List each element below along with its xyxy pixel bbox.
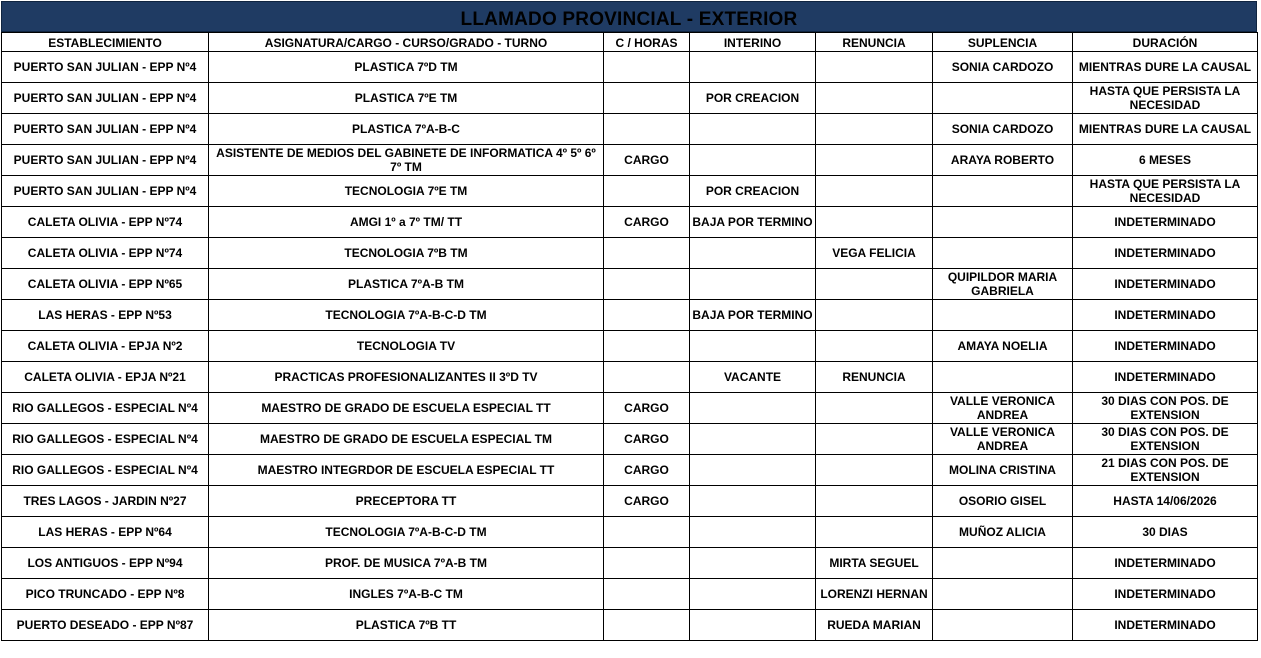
cell-establecimiento: PUERTO SAN JULIAN - EPP Nº4 xyxy=(2,176,209,207)
call-sheet xyxy=(1,1,1257,641)
cell-asignatura: PLASTICA 7ºD TM xyxy=(209,52,604,83)
cell-duracion: INDETERMINADO xyxy=(1073,207,1258,238)
cell-renuncia xyxy=(816,176,933,207)
table-row xyxy=(2,517,1258,548)
cell-establecimiento: CALETA OLIVIA - EPP Nº74 xyxy=(2,207,209,238)
table-row xyxy=(2,114,1258,145)
cell-horas: CARGO xyxy=(604,486,690,517)
table-row xyxy=(2,145,1258,176)
cell-suplencia xyxy=(933,300,1073,331)
cell-duracion: INDETERMINADO xyxy=(1073,269,1258,300)
sheet-title: LLAMADO PROVINCIAL - EXTERIOR xyxy=(1,1,1257,32)
cell-asignatura: TECNOLOGIA 7ºE TM xyxy=(209,176,604,207)
cell-duracion: INDETERMINADO xyxy=(1073,610,1258,641)
cell-suplencia: MUÑOZ ALICIA xyxy=(933,517,1073,548)
table-body xyxy=(2,52,1258,641)
cell-renuncia xyxy=(816,455,933,486)
header-row xyxy=(2,33,1258,52)
cell-interino: POR CREACION xyxy=(690,176,816,207)
cell-horas xyxy=(604,517,690,548)
cell-interino xyxy=(690,238,816,269)
cell-horas xyxy=(604,548,690,579)
cell-interino xyxy=(690,579,816,610)
cell-renuncia: LORENZI HERNAN xyxy=(816,579,933,610)
cell-establecimiento: PUERTO SAN JULIAN - EPP Nº4 xyxy=(2,114,209,145)
cell-duracion: 30 DIAS CON POS. DE EXTENSION xyxy=(1073,393,1258,424)
cell-asignatura: PLASTICA 7ºE TM xyxy=(209,83,604,114)
cell-renuncia xyxy=(816,52,933,83)
cell-interino: VACANTE xyxy=(690,362,816,393)
cell-asignatura: ASISTENTE DE MEDIOS DEL GABINETE DE INFORMATICA 4º 5º 6º 7º TM xyxy=(209,145,604,176)
cell-suplencia xyxy=(933,83,1073,114)
cell-renuncia xyxy=(816,393,933,424)
cell-duracion: INDETERMINADO xyxy=(1073,579,1258,610)
cell-duracion: 6 MESES xyxy=(1073,145,1258,176)
table-row xyxy=(2,331,1258,362)
cell-horas xyxy=(604,238,690,269)
cell-asignatura: MAESTRO DE GRADO DE ESCUELA ESPECIAL TM xyxy=(209,424,604,455)
table-row xyxy=(2,455,1258,486)
header-establecimiento: ESTABLECIMIENTO xyxy=(2,33,209,52)
cell-suplencia: VALLE VERONICA ANDREA xyxy=(933,424,1073,455)
cell-duracion: INDETERMINADO xyxy=(1073,238,1258,269)
cell-interino xyxy=(690,548,816,579)
header-duracion: DURACIÓN xyxy=(1073,33,1258,52)
cell-establecimiento: CALETA OLIVIA - EPJA Nº2 xyxy=(2,331,209,362)
cell-renuncia xyxy=(816,424,933,455)
cell-duracion: HASTA QUE PERSISTA LA NECESIDAD xyxy=(1073,83,1258,114)
cell-establecimiento: LAS HERAS - EPP Nº64 xyxy=(2,517,209,548)
cell-asignatura: PLASTICA 7ºB TT xyxy=(209,610,604,641)
cell-horas xyxy=(604,83,690,114)
cell-asignatura: TECNOLOGIA 7ºA-B-C-D TM xyxy=(209,300,604,331)
header-horas: C / HORAS xyxy=(604,33,690,52)
cell-interino xyxy=(690,610,816,641)
cell-interino xyxy=(690,114,816,145)
cell-horas: CARGO xyxy=(604,393,690,424)
cell-suplencia: VALLE VERONICA ANDREA xyxy=(933,393,1073,424)
cell-renuncia: VEGA FELICIA xyxy=(816,238,933,269)
cell-renuncia xyxy=(816,207,933,238)
cell-renuncia xyxy=(816,114,933,145)
cell-suplencia xyxy=(933,176,1073,207)
table-row xyxy=(2,52,1258,83)
cell-suplencia: QUIPILDOR MARIA GABRIELA xyxy=(933,269,1073,300)
cell-asignatura: TECNOLOGIA 7ºA-B-C-D TM xyxy=(209,517,604,548)
table-row xyxy=(2,424,1258,455)
table-row xyxy=(2,362,1258,393)
header-asignatura: ASIGNATURA/CARGO - CURSO/GRADO - TURNO xyxy=(209,33,604,52)
cell-interino: POR CREACION xyxy=(690,83,816,114)
cell-duracion: 30 DIAS CON POS. DE EXTENSION xyxy=(1073,424,1258,455)
cell-duracion: MIENTRAS DURE LA CAUSAL xyxy=(1073,52,1258,83)
cell-interino xyxy=(690,52,816,83)
cell-suplencia: MOLINA CRISTINA xyxy=(933,455,1073,486)
cell-establecimiento: TRES LAGOS - JARDIN Nº27 xyxy=(2,486,209,517)
cell-establecimiento: LOS ANTIGUOS - EPP Nº94 xyxy=(2,548,209,579)
cell-suplencia: OSORIO GISEL xyxy=(933,486,1073,517)
cell-horas xyxy=(604,300,690,331)
cell-horas: CARGO xyxy=(604,455,690,486)
cell-establecimiento: CALETA OLIVIA - EPP Nº65 xyxy=(2,269,209,300)
cell-interino xyxy=(690,393,816,424)
table-row xyxy=(2,610,1258,641)
cell-duracion: INDETERMINADO xyxy=(1073,362,1258,393)
cell-suplencia: SONIA CARDOZO xyxy=(933,52,1073,83)
cell-horas xyxy=(604,269,690,300)
cell-suplencia xyxy=(933,548,1073,579)
cell-horas xyxy=(604,362,690,393)
cell-suplencia: SONIA CARDOZO xyxy=(933,114,1073,145)
positions-table xyxy=(1,32,1258,641)
table-row xyxy=(2,548,1258,579)
cell-asignatura: AMGI 1º a 7º TM/ TT xyxy=(209,207,604,238)
cell-asignatura: PRACTICAS PROFESIONALIZANTES II 3ºD TV xyxy=(209,362,604,393)
cell-suplencia xyxy=(933,207,1073,238)
cell-duracion: 30 DIAS xyxy=(1073,517,1258,548)
cell-horas: CARGO xyxy=(604,207,690,238)
cell-suplencia: AMAYA NOELIA xyxy=(933,331,1073,362)
cell-suplencia xyxy=(933,579,1073,610)
header-renuncia: RENUNCIA xyxy=(816,33,933,52)
cell-interino xyxy=(690,269,816,300)
cell-renuncia xyxy=(816,517,933,548)
cell-suplencia xyxy=(933,238,1073,269)
cell-asignatura: INGLES 7ºA-B-C TM xyxy=(209,579,604,610)
cell-establecimiento: PUERTO SAN JULIAN - EPP Nº4 xyxy=(2,83,209,114)
cell-horas xyxy=(604,114,690,145)
cell-renuncia xyxy=(816,145,933,176)
header-suplencia: SUPLENCIA xyxy=(933,33,1073,52)
cell-duracion: MIENTRAS DURE LA CAUSAL xyxy=(1073,114,1258,145)
cell-duracion: INDETERMINADO xyxy=(1073,300,1258,331)
table-row xyxy=(2,176,1258,207)
table-row xyxy=(2,269,1258,300)
cell-asignatura: PLASTICA 7ºA-B-C xyxy=(209,114,604,145)
cell-interino xyxy=(690,145,816,176)
cell-horas xyxy=(604,52,690,83)
cell-duracion: HASTA QUE PERSISTA LA NECESIDAD xyxy=(1073,176,1258,207)
cell-interino: BAJA POR TERMINO xyxy=(690,300,816,331)
cell-interino xyxy=(690,517,816,548)
cell-interino xyxy=(690,486,816,517)
cell-horas xyxy=(604,176,690,207)
cell-asignatura: MAESTRO INTEGRDOR DE ESCUELA ESPECIAL TT xyxy=(209,455,604,486)
cell-duracion: INDETERMINADO xyxy=(1073,548,1258,579)
cell-renuncia: MIRTA SEGUEL xyxy=(816,548,933,579)
cell-interino xyxy=(690,331,816,362)
cell-establecimiento: CALETA OLIVIA - EPP Nº74 xyxy=(2,238,209,269)
header-interino: INTERINO xyxy=(690,33,816,52)
cell-duracion: 21 DIAS CON POS. DE EXTENSION xyxy=(1073,455,1258,486)
cell-duracion: HASTA 14/06/2026 xyxy=(1073,486,1258,517)
cell-horas: CARGO xyxy=(604,424,690,455)
table-row xyxy=(2,300,1258,331)
cell-asignatura: TECNOLOGIA TV xyxy=(209,331,604,362)
cell-renuncia xyxy=(816,486,933,517)
cell-renuncia xyxy=(816,269,933,300)
cell-establecimiento: PUERTO SAN JULIAN - EPP Nº4 xyxy=(2,145,209,176)
cell-renuncia: RENUNCIA xyxy=(816,362,933,393)
table-row xyxy=(2,207,1258,238)
cell-renuncia xyxy=(816,300,933,331)
cell-establecimiento: PICO TRUNCADO - EPP Nº8 xyxy=(2,579,209,610)
table-row xyxy=(2,486,1258,517)
cell-suplencia: ARAYA ROBERTO xyxy=(933,145,1073,176)
cell-duracion: INDETERMINADO xyxy=(1073,331,1258,362)
table-row xyxy=(2,579,1258,610)
cell-asignatura: PLASTICA 7ºA-B TM xyxy=(209,269,604,300)
cell-horas xyxy=(604,610,690,641)
cell-renuncia xyxy=(816,83,933,114)
cell-renuncia: RUEDA MARIAN xyxy=(816,610,933,641)
table-row xyxy=(2,83,1258,114)
cell-establecimiento: RIO GALLEGOS - ESPECIAL Nº4 xyxy=(2,424,209,455)
cell-horas xyxy=(604,579,690,610)
cell-renuncia xyxy=(816,331,933,362)
table-row xyxy=(2,393,1258,424)
cell-establecimiento: CALETA OLIVIA - EPJA Nº21 xyxy=(2,362,209,393)
cell-asignatura: TECNOLOGIA 7ºB TM xyxy=(209,238,604,269)
cell-suplencia xyxy=(933,362,1073,393)
cell-horas: CARGO xyxy=(604,145,690,176)
table-row xyxy=(2,238,1258,269)
cell-establecimiento: RIO GALLEGOS - ESPECIAL Nº4 xyxy=(2,393,209,424)
cell-asignatura: MAESTRO DE GRADO DE ESCUELA ESPECIAL TT xyxy=(209,393,604,424)
cell-interino xyxy=(690,455,816,486)
cell-establecimiento: LAS HERAS - EPP Nº53 xyxy=(2,300,209,331)
cell-interino xyxy=(690,424,816,455)
cell-suplencia xyxy=(933,610,1073,641)
cell-establecimiento: PUERTO SAN JULIAN - EPP Nº4 xyxy=(2,52,209,83)
cell-interino: BAJA POR TERMINO xyxy=(690,207,816,238)
cell-establecimiento: RIO GALLEGOS - ESPECIAL Nº4 xyxy=(2,455,209,486)
cell-asignatura: PROF. DE MUSICA 7ºA-B TM xyxy=(209,548,604,579)
cell-horas xyxy=(604,331,690,362)
cell-asignatura: PRECEPTORA TT xyxy=(209,486,604,517)
cell-establecimiento: PUERTO DESEADO - EPP Nº87 xyxy=(2,610,209,641)
